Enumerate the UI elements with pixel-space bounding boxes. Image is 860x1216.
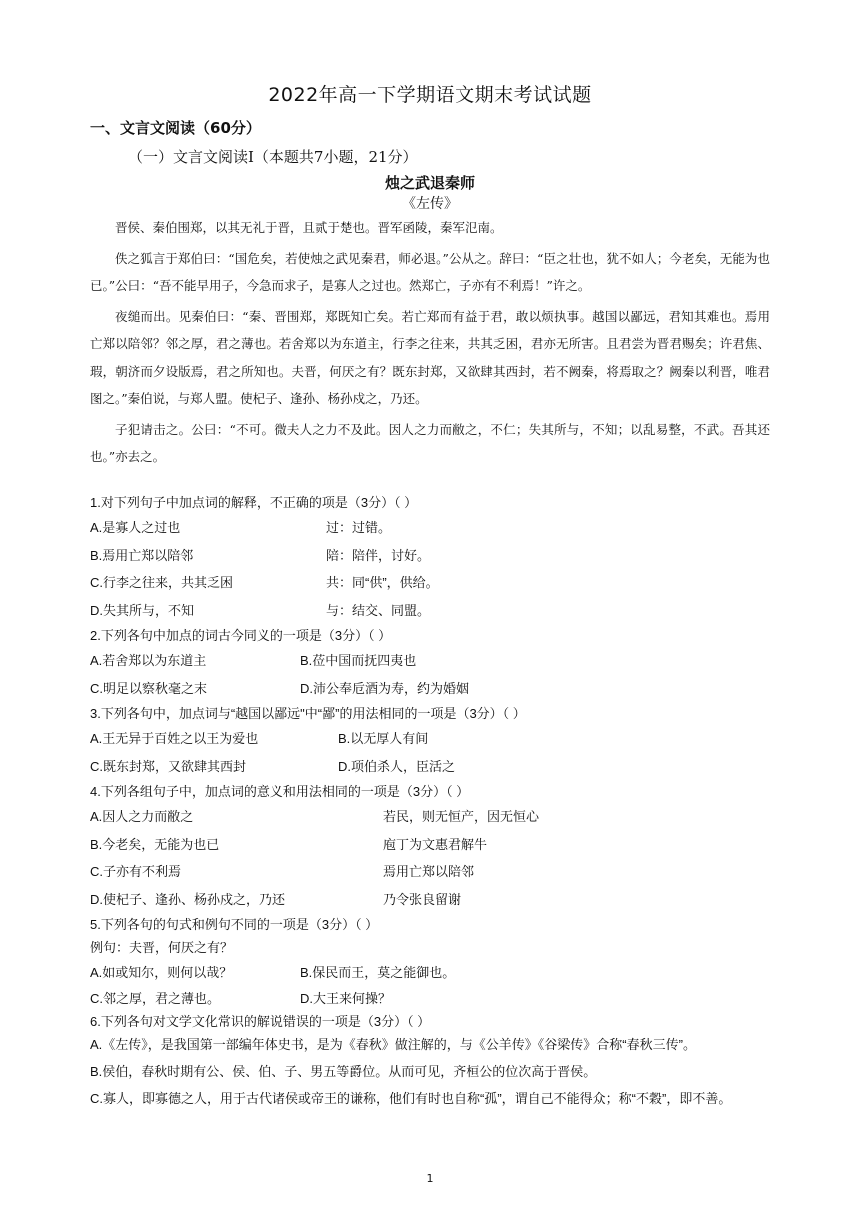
option-sentence: B.焉用亡郑以陪邻 bbox=[90, 547, 194, 563]
option-b: B.保民而王，莫之能御也。 bbox=[300, 965, 456, 980]
passage-paragraph: 子犯请击之。公曰：“不可。微夫人之力不及此。因人之力而敝之，不仁；失其所与，不知；以乱易整，不武。吾其还也。”亦去之。 bbox=[90, 421, 770, 464]
question-stem: 6.下列各句对文学文化常识的解说错误的一项是（3分）（ ） bbox=[90, 1013, 431, 1029]
option-row bbox=[90, 831, 770, 859]
option-b: B.以无厚人有间 bbox=[338, 731, 429, 746]
option-pair-sentence: 焉用亡郑以陪邻 bbox=[383, 864, 475, 879]
option-row bbox=[90, 987, 770, 1010]
option-row bbox=[90, 569, 770, 597]
example-sentence: 例句：夫晋，何厌之有？ bbox=[90, 940, 234, 955]
option-sentence: A.因人之力而敝之 bbox=[90, 809, 194, 824]
option-row bbox=[90, 597, 770, 625]
option-d: D.沛公奉卮酒为寿，约为婚姻 bbox=[300, 680, 470, 696]
question-stem: 2.下列各句中加点的词古今同义的一项是（3分）（ ） bbox=[90, 628, 392, 643]
option-pair-sentence: 庖丁为文惠君解牛 bbox=[383, 836, 488, 852]
option-a: A.如或知尔，则何以哉？ bbox=[90, 965, 233, 980]
option-explanation: 陪：陪伴，讨好。 bbox=[326, 547, 431, 563]
option-row bbox=[90, 858, 770, 886]
question-stem: 5.下列各句的句式和例句不同的一项是（3分）（ ） bbox=[90, 917, 379, 932]
option-row bbox=[90, 959, 770, 987]
option-a: A.王无异于百姓之以王为爱也 bbox=[90, 731, 259, 746]
option-row bbox=[90, 886, 770, 914]
option-pair-sentence: 乃令张良留谢 bbox=[383, 891, 462, 907]
passage-title: 烛之武退秦师 bbox=[384, 174, 475, 192]
section-heading: 一、文言文阅读（60分） bbox=[90, 119, 261, 137]
subsection-heading: （一）文言文阅读Ⅰ（本题共7小题，21分） bbox=[128, 148, 418, 166]
option-row bbox=[90, 725, 770, 753]
page-number: 1 bbox=[426, 1172, 434, 1185]
option-c: C.既东封郑，又欲肆其西封 bbox=[90, 758, 247, 774]
passage-paragraph: 晋侯、秦伯围郑，以其无礼于晋，且贰于楚也。晋军函陵，秦军氾南。 bbox=[115, 220, 503, 235]
option-d: D.项伯杀人，臣活之 bbox=[338, 758, 456, 774]
passage-paragraph: 夜缒而出。见秦伯曰：“秦、晋围郑，郑既知亡矣。若亡郑而有益于君，敢以烦执事。越国以鄙远，君知其难也。焉用亡郑以陪邻？邻之厚，君之薄也。若舍郑以为东道主，行李之往来，共其乏困，君亦无所害。且君尝为晋君赐矣；许君焦、瑕，朝济而夕设版焉，君之所知也。夫晋，何厌之有？既东封郑，又欲肆其西封，若不阙秦，将焉取之？阙秦以利晋，唯君图之。”秦伯说，与郑人盟。使杞子、逢孙、杨孙戍之，乃还。 bbox=[90, 308, 770, 406]
question-list bbox=[90, 491, 770, 1110]
option-row bbox=[90, 647, 770, 675]
option-pair-sentence: 若民，则无恒产，因无恒心 bbox=[383, 809, 540, 824]
option-sentence: C.子亦有不利焉 bbox=[90, 864, 182, 879]
option-c: C.明足以察秋毫之末 bbox=[90, 680, 208, 696]
option-row bbox=[90, 803, 770, 831]
option-d: D.大王来何操？ bbox=[300, 990, 392, 1006]
passage-body bbox=[90, 214, 770, 471]
option-explanation: 与：结交、同盟。 bbox=[326, 602, 431, 618]
option-row bbox=[90, 675, 770, 703]
option-b: B.莅中国而抚四夷也 bbox=[300, 653, 417, 668]
option-row bbox=[90, 542, 770, 570]
question-stem: 1.对下列句子中加点词的解释，不正确的项是（3分）（ ） bbox=[90, 495, 418, 510]
option-a: A.若舍郑以为东道主 bbox=[90, 653, 207, 668]
option-explanation: 共：同“供”，供给。 bbox=[326, 575, 439, 590]
option-sentence: B.今老矣，无能为也已 bbox=[90, 836, 220, 852]
option-sentence: C.行李之往来，共其乏困 bbox=[90, 575, 234, 590]
passage-author: 《左传》 bbox=[402, 196, 458, 212]
option-paragraph: C.寡人，即寡德之人，用于古代诸侯或帝王的谦称，他们有时也自称“孤”，谓自己不能得众；称“不穀”，即不善。 bbox=[90, 1090, 732, 1106]
option-sentence: D.使杞子、逢孙、杨孙戍之，乃还 bbox=[90, 891, 286, 907]
option-sentence: D.失其所与，不知 bbox=[90, 602, 195, 618]
option-paragraph: A.《左传》，是我国第一部编年体史书，是为《春秋》做注解的，与《公羊传》《谷梁传》合称“春秋三传”。 bbox=[90, 1036, 696, 1052]
option-c: C.邻之厚，君之薄也。 bbox=[90, 990, 221, 1006]
question-stem: 4.下列各组句子中，加点词的意义和用法相同的一项是（3分）（ ） bbox=[90, 784, 470, 799]
option-paragraph: B.侯伯，春秋时期有公、侯、伯、子、男五等爵位。从而可见，齐桓公的位次高于晋侯。 bbox=[90, 1063, 597, 1079]
option-row bbox=[90, 514, 770, 542]
exam-title: 2022年高一下学期语文期末考试试题 bbox=[268, 84, 592, 106]
option-explanation: 过：过错。 bbox=[326, 520, 392, 535]
passage-paragraph: 佚之狐言于郑伯曰：“国危矣，若使烛之武见秦君，师必退。”公从之。辞曰：“臣之壮也，犹不如人；今老矣，无能为也已。”公曰：“吾不能早用子，今急而求子，是寡人之过也。然郑亡，子亦有不利焉！”许之。 bbox=[90, 250, 770, 293]
option-sentence: A.是寡人之过也 bbox=[90, 520, 181, 535]
question-stem: 3.下列各句中，加点词与“越国以鄙远"中“鄙”的用法相同的一项是（3分）（ ） bbox=[90, 706, 526, 721]
option-row bbox=[90, 753, 770, 781]
